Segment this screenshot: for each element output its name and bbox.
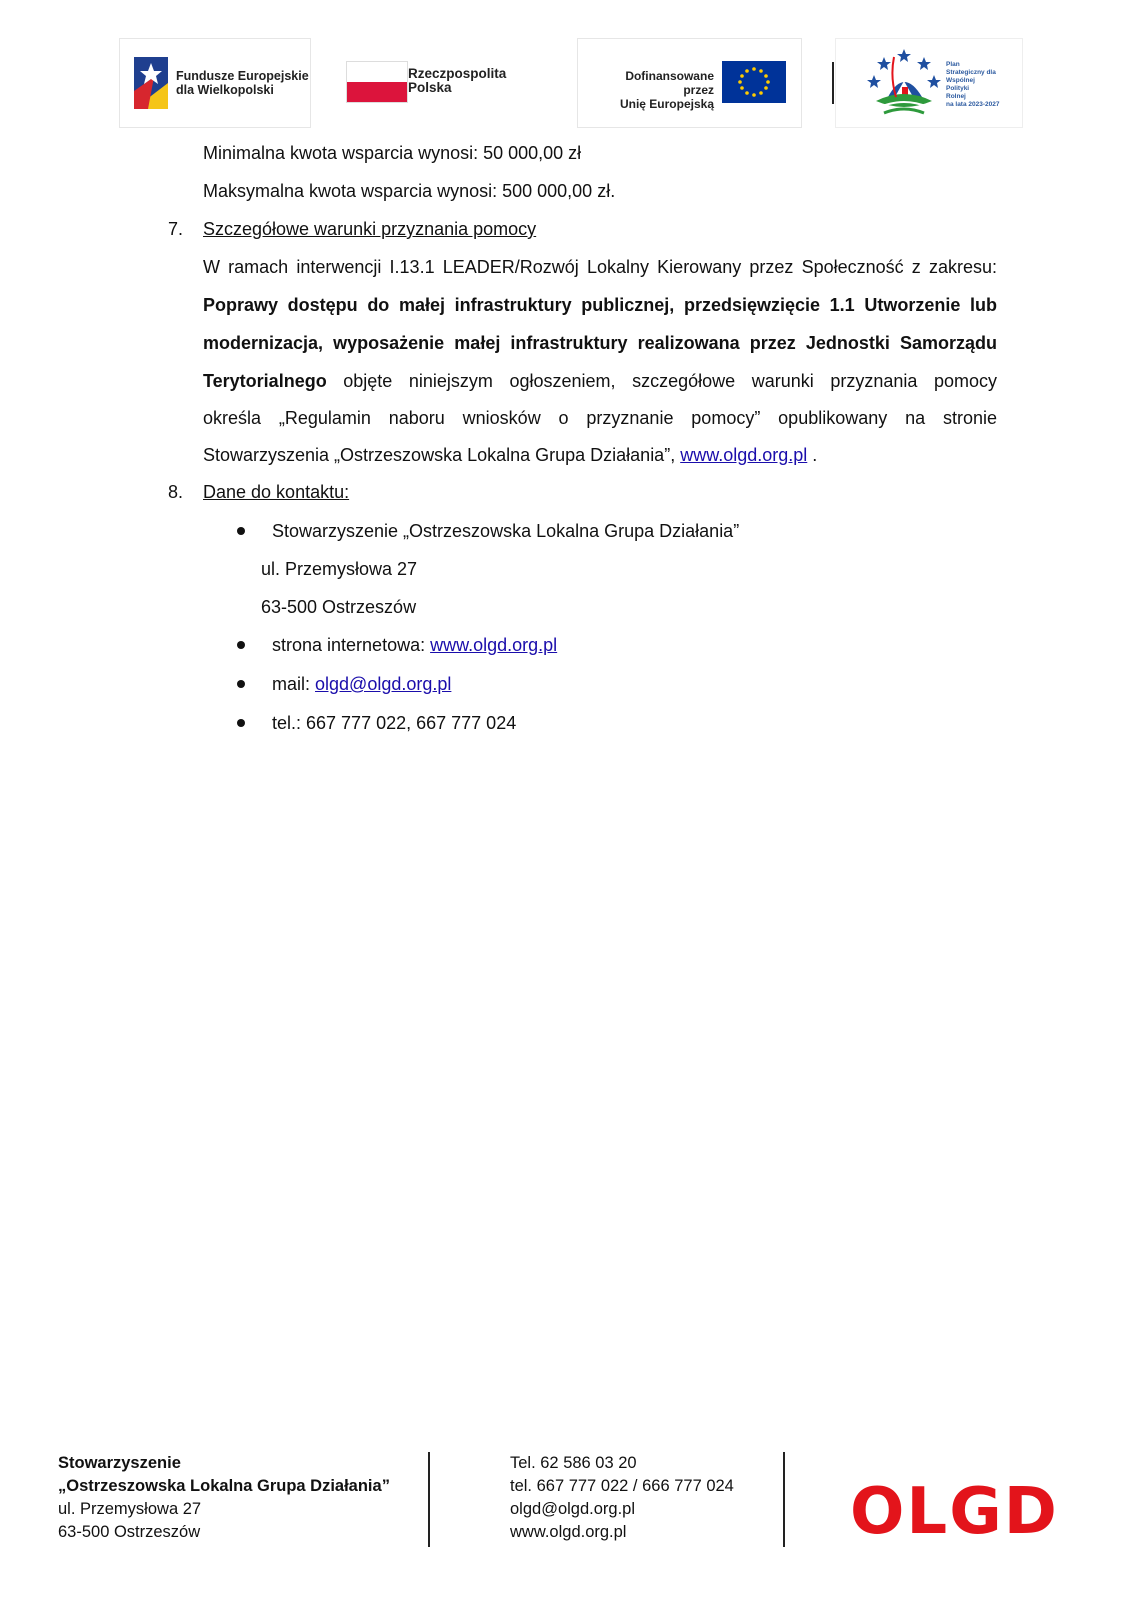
fe-emblem-icon: [134, 57, 168, 109]
section7-bold-term: Terytorialnego: [203, 371, 327, 391]
footer-org-line2: „Ostrzeszowska Lokalna Grupa Działania”: [58, 1477, 390, 1495]
psp-emblem-icon: [866, 47, 942, 119]
contact-org: Stowarzyszenie „Ostrzeszowska Lokalna Grupa Działania”: [272, 521, 740, 541]
fe-line2: dla Wielkopolski: [176, 83, 274, 97]
footer-divider-2: [783, 1452, 785, 1547]
section7-line6-pre: Stowarzyszenia „Ostrzeszowska Lokalna Grupa Działania”,: [203, 445, 681, 465]
bullet-dot: [237, 641, 245, 649]
logo-rzeczpospolita-polska: [335, 38, 567, 128]
section7-line6-post: .: [807, 445, 818, 465]
footer-www: www.olgd.org.pl: [510, 1523, 627, 1541]
olgd-logo: OLGD: [850, 1475, 1059, 1549]
section7-heading: Szczegółowe warunki przyznania pomocy: [203, 219, 537, 239]
section7-olgd-link[interactable]: www.olgd.org.pl: [680, 445, 808, 465]
section7-bold-line1: Poprawy dostępu do małej infrastruktury publicznej, przedsięwzięcie 1.1 Utworzenie lub: [203, 295, 997, 315]
bullet-dot: [237, 719, 245, 727]
header-divider: [832, 62, 834, 104]
contact-mail-label: mail:: [272, 674, 316, 694]
ps-line1: Plan: [946, 61, 960, 68]
logo-unia-europejska: [577, 38, 802, 128]
eu-flag-icon: [722, 61, 786, 103]
section8-number: 8.: [168, 482, 184, 502]
section7-line4: [203, 370, 997, 392]
section7-intro: W ramach interwencji I.13.1 LEADER/Rozwój Lokalny Kierowany przez Społeczność z zakresu:: [203, 257, 997, 277]
contact-mail-link[interactable]: olgd@olgd.org.pl: [315, 674, 452, 694]
contact-city: 63-500 Ostrzeszów: [261, 597, 417, 617]
ps-line2: Strategiczny dla: [946, 69, 996, 76]
polish-flag-icon: [346, 61, 408, 103]
max-amount: Maksymalna kwota wsparcia wynosi: 500 000,00 zł.: [203, 181, 616, 201]
section7-line6: [203, 444, 817, 466]
bullet-dot: [237, 527, 245, 535]
footer-tel2: tel. 667 777 022 / 666 777 024: [510, 1477, 734, 1495]
rp-line2: Polska: [408, 80, 452, 95]
ue-line2: Unię Europejską: [619, 97, 714, 111]
bullet-dot: [237, 680, 245, 688]
contact-street: ul. Przemysłowa 27: [261, 559, 418, 579]
contact-web-link[interactable]: www.olgd.org.pl: [430, 635, 558, 655]
footer-contact: [510, 1452, 734, 1544]
logo-plan-strategiczny: [835, 38, 1023, 128]
footer-street: ul. Przemysłowa 27: [58, 1500, 202, 1518]
footer-divider-1: [428, 1452, 430, 1547]
ps-line5: Rolnej: [946, 93, 966, 100]
section7-number: 7.: [168, 219, 184, 239]
min-amount: Minimalna kwota wsparcia wynosi: 50 000,00 zł: [203, 143, 582, 163]
section8-heading: Dane do kontaktu:: [203, 482, 350, 502]
footer-tel1: Tel. 62 586 03 20: [510, 1454, 637, 1472]
fe-line1: Fundusze Europejskie: [176, 69, 309, 83]
logo-fundusze-europejskie: [119, 38, 311, 128]
ps-line3: Wspólnej: [946, 77, 975, 84]
rp-line1: Rzeczpospolita: [408, 66, 507, 81]
contact-web: [272, 634, 557, 656]
ps-line4: Polityki: [946, 85, 970, 92]
ue-line1: Dofinansowane przez: [625, 69, 714, 97]
section7-line5: określa „Regulamin naboru wniosków o przyznanie pomocy” opublikowany na stronie: [203, 408, 997, 428]
contact-tel: tel.: 667 777 022, 667 777 024: [272, 713, 517, 733]
contact-mail: [272, 673, 451, 695]
footer-email: olgd@olgd.org.pl: [510, 1500, 635, 1518]
section7-line4-rest: objęte niniejszym ogłoszeniem, szczegółowe warunki przyznania pomocy: [326, 371, 997, 391]
contact-web-label: strona internetowa:: [272, 635, 431, 655]
footer-address: [58, 1452, 390, 1544]
footer-city: 63-500 Ostrzeszów: [58, 1523, 201, 1541]
section7-bold-line2: modernizacja, wyposażenie małej infrastruktury realizowana przez Jednostki Samorządu: [203, 333, 997, 353]
footer-org-line1: Stowarzyszenie: [58, 1454, 181, 1472]
ps-line6: na lata 2023-2027: [946, 101, 1000, 108]
